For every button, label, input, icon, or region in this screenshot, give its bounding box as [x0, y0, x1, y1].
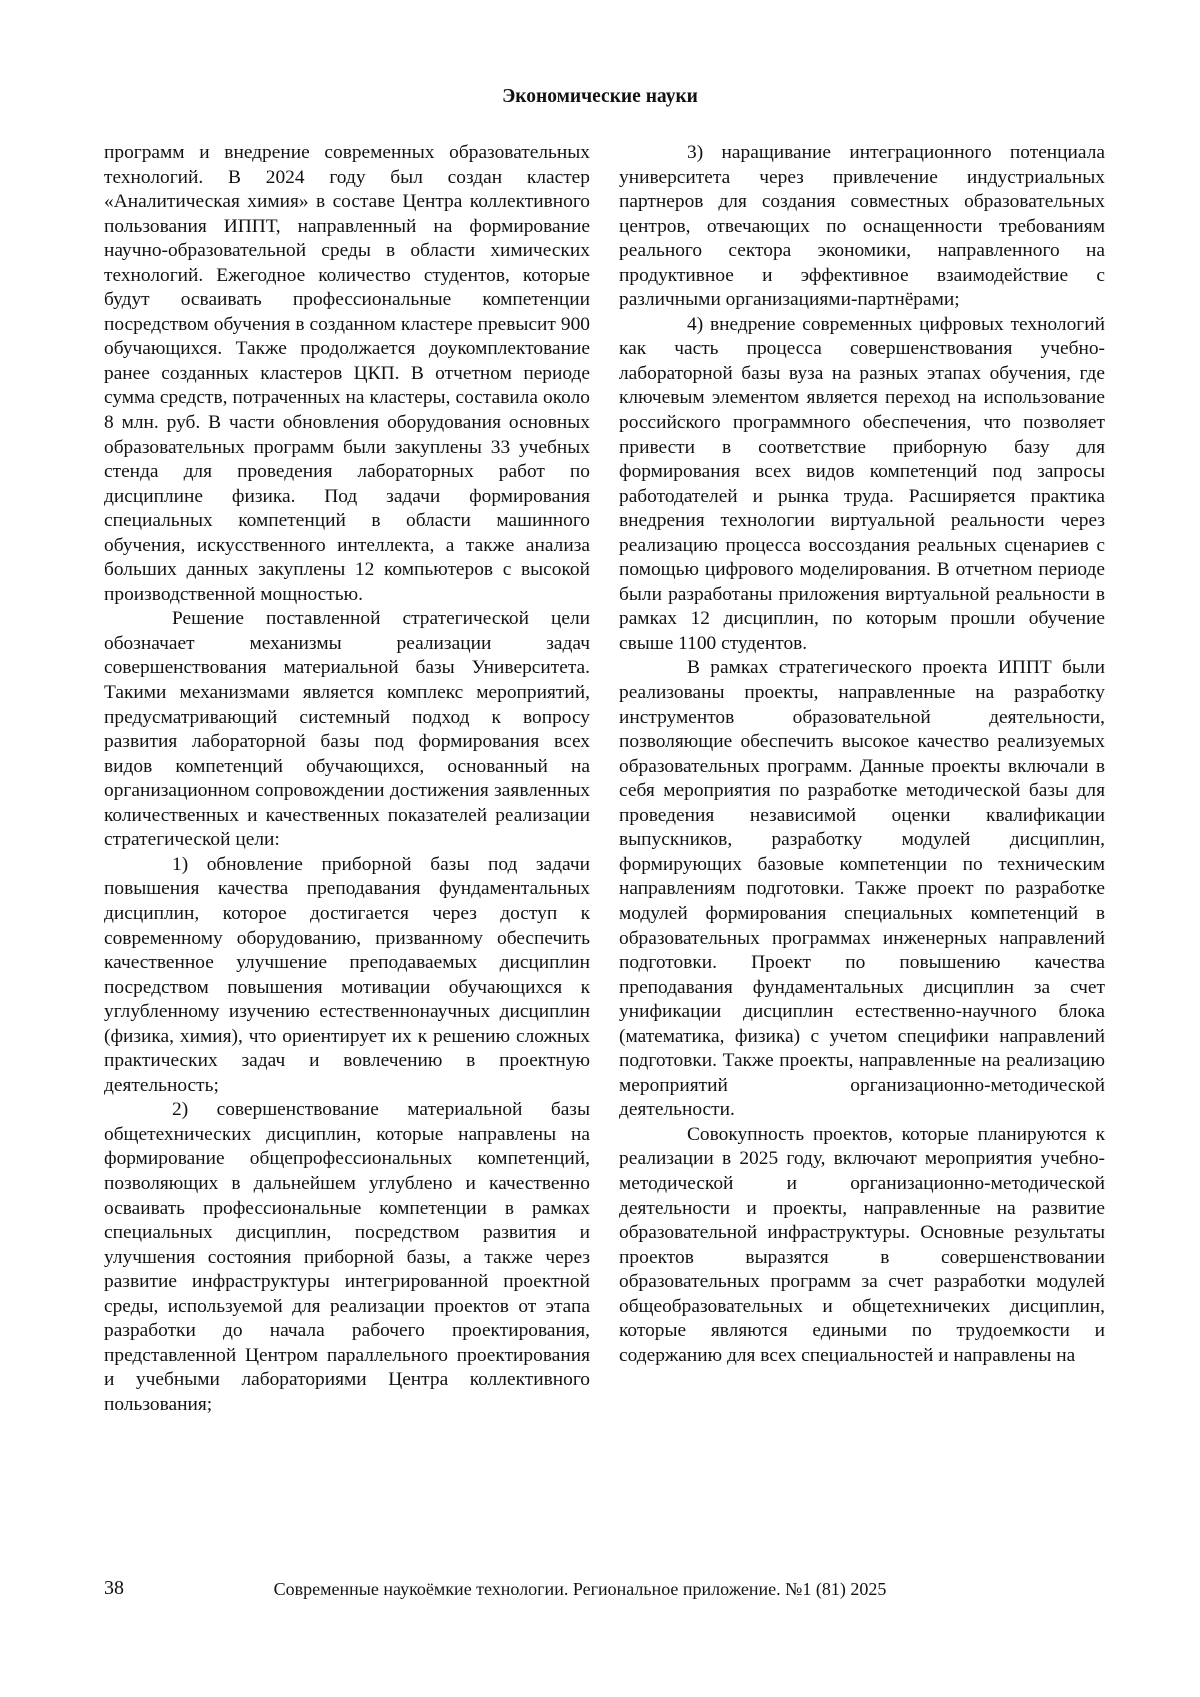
list-item: 2) совершенствование материальной базы общетехнических дисциплин, которые направлены на формирование общепрофессиональных компетенций, позволяющих в дальнейшем углублено и качественно осваивать профессиональные компетенции в рамках специальных дисциплин, посредством развития и улучшения состояния приборной базы, а также через развитие инфраструктуры интегрированной проектной среды, используемой для реализации проектов от этапа разработки до начала рабочего проектирования, представленной Центром параллельного проектирования и учебными лабораториями Центра коллективного пользования;	[104, 1099, 590, 1415]
paragraph: В рамках стратегического проекта ИППТ были реализованы проекты, направленные на разработку инструментов образовательной деятельности, позволяющие обеспечить высокое качество реализуемых образовательных программ. Данные проекты включали в себя мероприятия по разработке методической базы для проведения независимой оценки квалификации выпускников, разработку модулей дисциплин, формирующих базовые компетенции по техническим направлениям подготовки. Также проект по разработке модулей формирования специальных компетенций в образовательных программах инженерных направлений подготовки. Проект по повышению качества преподавания фундаментальных дисциплин за счет унификации дисциплин естественно-научного блока (математика, физика) с учетом специфики направлений подготовки. Также проекты, направленные на реализацию мероприятий организационно-методической деятельности.	[619, 657, 1105, 1121]
list-item: 3) наращивание интеграционного потенциала университета через привлечение индустриальных партнеров для создания совместных образовательных центров, отвечающих по оснащенности требованиям реального сектора экономики, направленного на продуктивное и эффективное взаимодействие с различными организациями-партнёрами;	[619, 142, 1105, 311]
section-title: Экономические науки	[502, 86, 698, 107]
paragraph: Решение поставленной стратегической цели обозначает механизмы реализации задач совершенствования материальной базы Университета. Такими механизмами является комплекс мероприятий, предусматривающий системный подход к вопросу развития лабораторной базы под формирования всех видов компетенций обучающихся, основанный на организационном сопровождении достижения заявленных количественных и качественных показателей реализации стратегической цели:	[104, 608, 590, 851]
journal-title: Современные наукоёмкие технологии. Региональное приложение. №1 (81) 2025	[273, 1579, 887, 1599]
right-column	[619, 141, 1105, 1368]
page-number: 38	[104, 1577, 124, 1599]
list-item: 1) обновление приборной базы под задачи повышения качества преподавания фундаментальных дисциплин, которое достигается через доступ к современному оборудованию, призванному обеспечить качественное улучшение преподаваемых дисциплин посредством повышения мотивации обучающихся к углубленному изучению естественнонаучных дисциплин (физика, химия), что ориентирует их к решению сложных практических задач и вовлечению в проектную деятельность;	[104, 853, 590, 1096]
left-column	[104, 141, 590, 1417]
list-item: 4) внедрение современных цифровых технологий как часть процесса совершенствования учебно-лабораторной базы вуза на разных этапах обучения, где ключевым элементом является переход на использование российского программного обеспечения, что позволяет привести в соответствие приборную базу для формирования всех видов компетенций под запросы работодателей и рынка труда. Расширяется практика внедрения технологии виртуальной реальности через реализацию процесса воссоздания реальных сценариев с помощью цифрового моделирования. В отчетном периоде были разработаны приложения виртуальной реальности в рамках 12 дисциплин, по которым прошли обучение свыше 1100 студентов.	[619, 313, 1105, 654]
paragraph: Совокупность проектов, которые планируются к реализации в 2025 году, включают мероприятия учебно-методической и организационно-методической деятельности и проекты, направленные на развитие образовательной инфраструктуры. Основные результаты проектов выразятся в совершенствовании образовательных программ за счет разработки модулей общеобразовательных и общетехничеких дисциплин, которые являются едиными по трудоемкости и содержанию для всех специальностей и направлены на	[619, 1123, 1105, 1366]
paragraph: программ и внедрение современных образовательных технологий. В 2024 году был создан кластер «Аналитическая химия» в составе Центра коллективного пользования ИППТ, направленный на формирование научно-образовательной среды в области химических технологий. Ежегодное количество студентов, которые будут осваивать профессиональные компетенции посредством обучения в созданном кластере превысит 900 обучающихся. Также продолжается доукомплектование ранее созданных кластеров ЦКП. В отчетном периоде сумма средств, потраченных на кластеры, составила около 8 млн. руб. В части обновления оборудования основных образовательных программ были закуплены 33 учебных стенда для проведения лабораторных работ по дисциплине физика. Под задачи формирования специальных компетенций в области машинного обучения, искусственного интеллекта, а также анализа больших данных закуплены 12 компьютеров с высокой производственной мощностью.	[104, 142, 590, 605]
